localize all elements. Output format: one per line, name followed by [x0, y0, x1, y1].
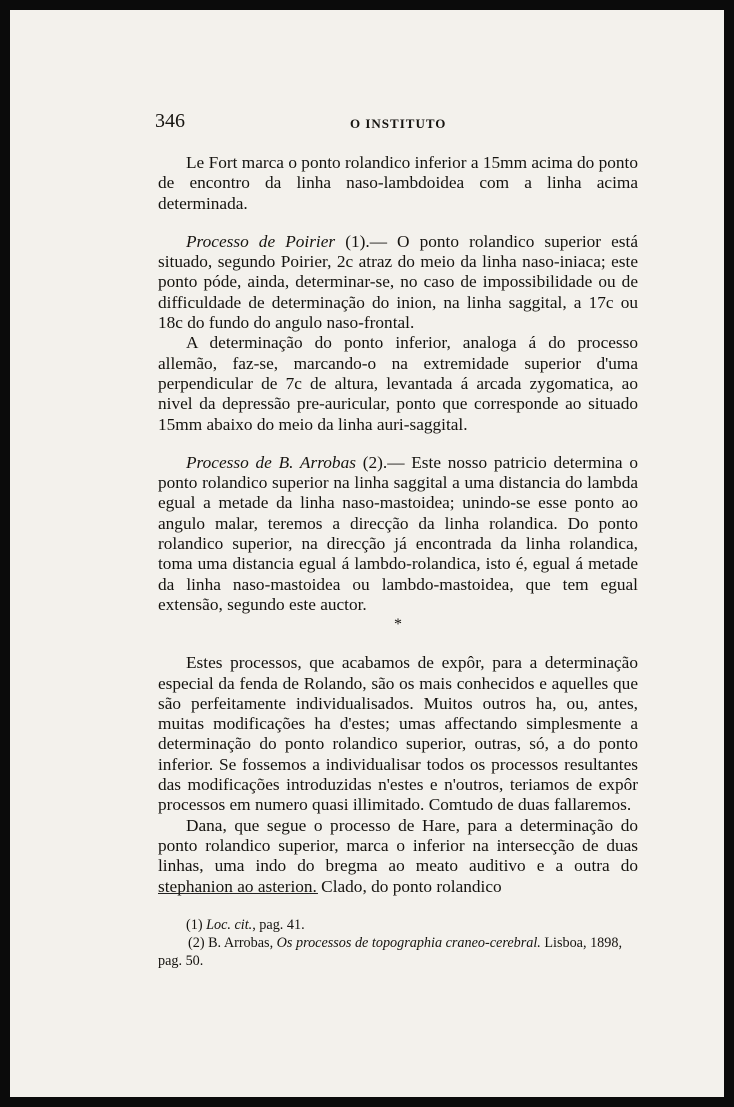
paragraph-inferior-point: A determinação do ponto inferior, analoga á do processo allemão, faz-se, marcando-o na extremidade superior d'uma perpendicular de 7c de altura, levantada á arcada zygomatica, ao nivel da depressão pre-auricular, ponto que corresponde ao situado 15mm abaixo do meio da linha auri-saggital. — [158, 333, 638, 434]
paragraph-le-fort: Le Fort marca o ponto rolandico inferior a 15mm acima do ponto de encontro da linha naso-lambdoidea com a linha acima determinada. — [158, 153, 638, 213]
paragraph-processes: Estes processos, que acabamos de expôr, para a determinação especial da fenda de Rolando, são os mais conhecidos e aquelles que são perfeitamente individualisados. Muitos outros ha, ou, antes, muitas modificações ha d'estes; umas affectando simplesmente a determinação do ponto rolandico superior, outras, só, a do ponto inferior. Se fossemos a individualisar todos os processos resultantes das modificações introduzidas n'estes e n'outros, teriamos de expôr processos em numero quasi illimitado. Comtudo de duas fallaremos. — [158, 653, 638, 815]
section-title-arrobas: Processo de B. Arrobas — [186, 452, 356, 472]
footnote-2-title: Os processos de topographia craneo-cerebral. — [276, 935, 541, 951]
footnote-divider — [158, 893, 318, 894]
paragraph-arrobas-body: — Este nosso patricio determina o ponto rolandico superior na linha saggital a uma distancia do lambda egual a metade da linha naso-mastoidea; unindo-se esse ponto ao angulo malar, teremos a direcção da linha rolandica. Do ponto rolandico superior, na direcção já encontrada da linha rolandica, toma uma distancia egual á lambdo-rolandica, isto é, egual á metade da linha naso-mastoidea ou lambdo-mastoidea, que tem egual extensão, segundo este auctor. — [158, 452, 638, 614]
paragraph-poirier — [158, 232, 638, 333]
paragraph-arrobas — [158, 453, 638, 615]
page-number: 346 — [155, 110, 185, 132]
footnote-2-mark: (2) B. Arrobas, — [188, 935, 277, 951]
paragraph-poirier-body: — O ponto rolandico superior está situado, segundo Poirier, 2c atraz do meio da linha naso-iniaca; este ponto póde, ainda, determinar-se, no caso de impossibilidade ou de difficuldade de determinação do inion, na linha saggital, a 17c ou 18c do fundo do angulo naso-frontal. — [158, 231, 638, 333]
footnote-ref-2: (2). — [355, 452, 388, 472]
running-title: O INSTITUTO — [350, 116, 447, 131]
section-separator: * — [394, 616, 402, 634]
page-header — [155, 110, 637, 136]
footnote-1-title: Loc. cit. — [206, 917, 253, 933]
footnote-2 — [158, 934, 638, 970]
book-page — [10, 10, 724, 1097]
paragraph-dana: Dana, que segue o processo de Hare, para a determinação do ponto rolandico superior, marca o inferior na intersecção de duas linhas, uma indo do bregma ao meato auditivo e a outra do stephanion ao asterion. Clado, do ponto rolandico — [158, 815, 638, 896]
footnotes — [158, 916, 638, 970]
footnote-1-rest: , pag. 41. — [252, 917, 305, 933]
body-text — [158, 153, 638, 897]
footnote-1-mark: (1) — [186, 917, 207, 933]
footnote-ref-1: (1). — [335, 231, 370, 251]
footnote-2-rest: Lisboa, 1898, pag. 50. — [158, 935, 622, 969]
section-title-poirier: Processo de Poirier — [186, 231, 336, 251]
footnote-1 — [158, 916, 638, 934]
